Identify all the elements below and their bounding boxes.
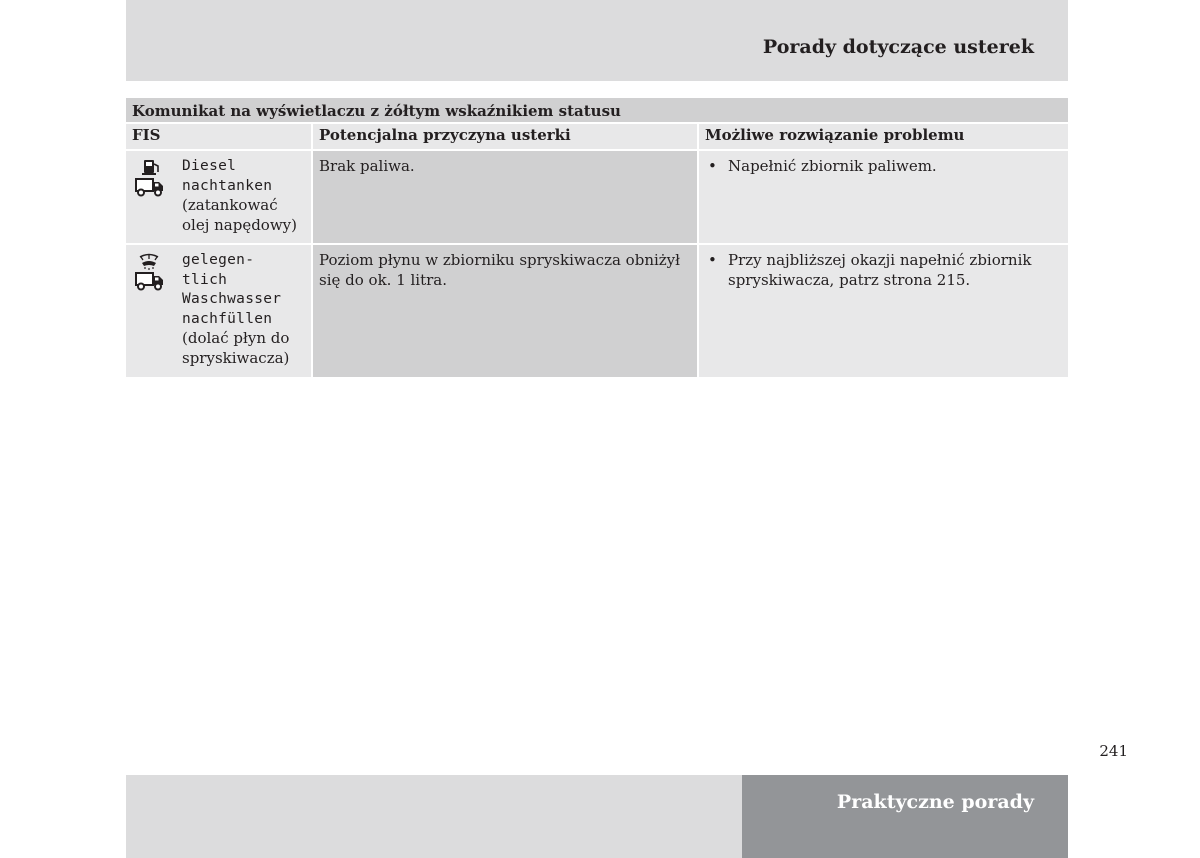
column-header-fis: FIS bbox=[126, 124, 313, 149]
solution-cell bbox=[699, 151, 1068, 243]
fis-message-line: nachtanken bbox=[182, 177, 273, 194]
fis-translation: (zatankować olej napędowy) bbox=[182, 196, 298, 234]
fis-translation: (dolać płyn do spryskiwacza) bbox=[182, 329, 290, 367]
bullet-icon: • bbox=[708, 157, 717, 175]
header-band bbox=[126, 0, 1068, 81]
cause-cell: Brak paliwa. bbox=[313, 151, 699, 243]
table-caption: Komunikat na wyświetlaczu z żółtym wskaźnikiem statusu bbox=[126, 98, 1068, 124]
cause-cell: Poziom płynu w zbiorniku spryskiwacza obniżył się do ok. 1 litra. bbox=[313, 245, 699, 377]
bullet-icon: • bbox=[708, 251, 717, 269]
washer-fluid-truck-icon bbox=[134, 253, 168, 371]
fis-message-line: gelegen- bbox=[182, 252, 255, 268]
footer-section-tab bbox=[742, 775, 1068, 858]
solution-cell bbox=[699, 245, 1068, 377]
table-row bbox=[126, 245, 1068, 379]
solution-text: Napełnić zbiornik paliwem. bbox=[728, 157, 937, 175]
table-header-row bbox=[126, 124, 1068, 151]
fis-message bbox=[168, 251, 305, 371]
fis-message-line: Diesel bbox=[182, 158, 237, 174]
footer-section-label: Praktyczne porady bbox=[836, 791, 1034, 813]
solution-list-item bbox=[705, 157, 1062, 177]
table-row bbox=[126, 151, 1068, 245]
fis-message-line: tlich bbox=[182, 271, 228, 288]
fis-message-line: nachfüllen bbox=[182, 310, 273, 327]
solution-text: Przy najbliższej okazji napełnić zbiornik spryskiwacza, patrz strona 215. bbox=[728, 251, 1032, 289]
fault-table bbox=[126, 98, 1068, 379]
column-header-cause: Potencjalna przyczyna usterki bbox=[313, 124, 699, 149]
fis-cell bbox=[126, 245, 313, 377]
fuel-pump-truck-icon bbox=[134, 159, 168, 237]
footer-band bbox=[126, 775, 742, 858]
page-title: Porady dotyczące usterek bbox=[762, 36, 1034, 58]
page-number: 241 bbox=[1099, 742, 1128, 760]
column-header-solution: Możliwe rozwiązanie problemu bbox=[699, 124, 1068, 149]
fis-message bbox=[168, 157, 305, 237]
fis-message-line: Waschwasser bbox=[182, 291, 282, 307]
fis-cell bbox=[126, 151, 313, 243]
solution-list-item bbox=[705, 251, 1062, 290]
